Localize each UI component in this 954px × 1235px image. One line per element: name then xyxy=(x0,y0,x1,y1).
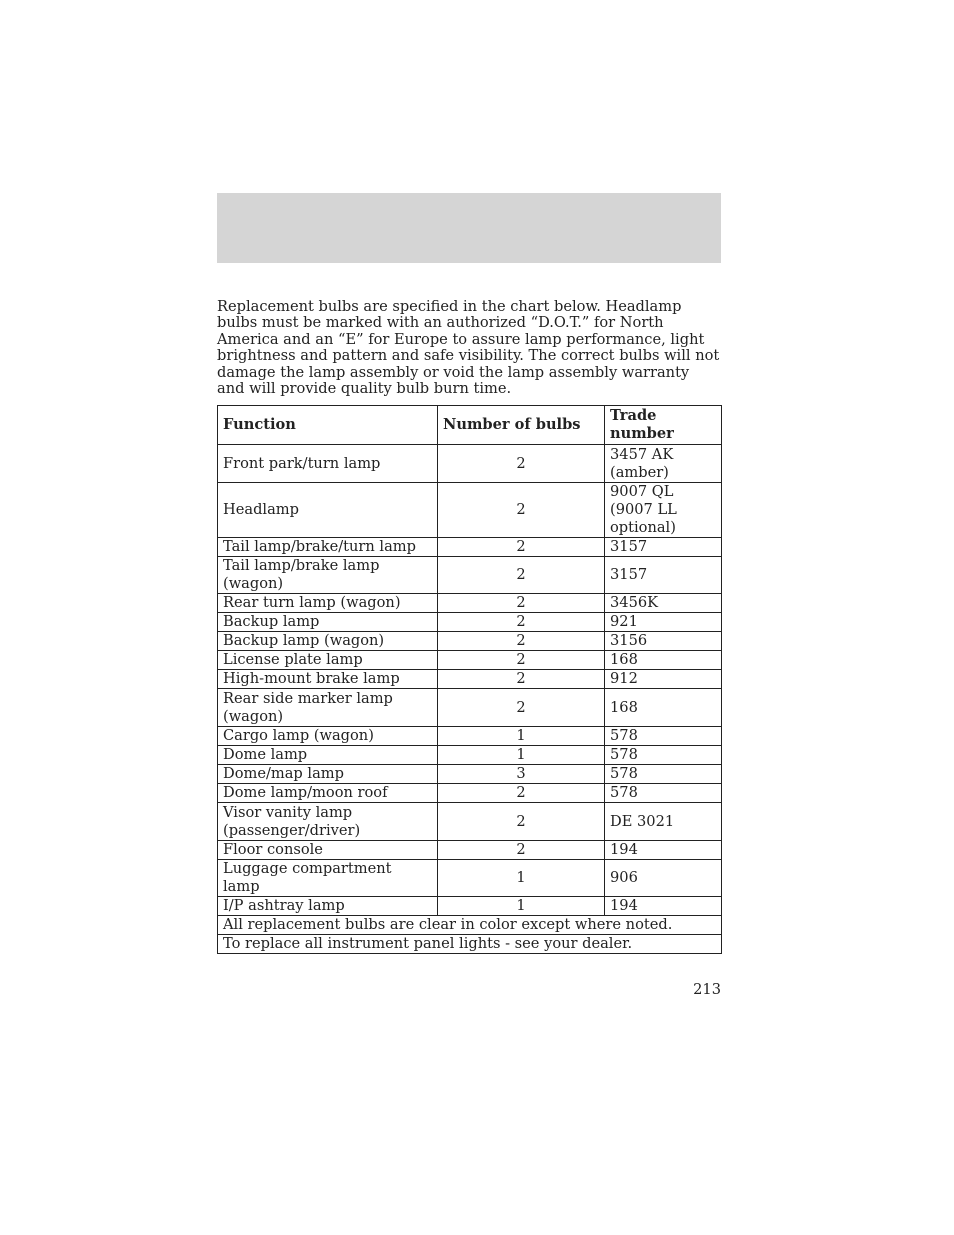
cell-trade: 3157 xyxy=(605,538,722,557)
table-header-row xyxy=(218,406,722,445)
cell-number: 2 xyxy=(438,803,605,841)
cell-function: High-mount brake lamp xyxy=(218,670,438,689)
cell-trade: 921 xyxy=(605,613,722,632)
cell-function: Floor console xyxy=(218,841,438,860)
table-row xyxy=(218,483,722,538)
cell-trade: 578 xyxy=(605,727,722,746)
cell-function: Rear side marker lamp (wagon) xyxy=(218,689,438,727)
table-row xyxy=(218,613,722,632)
page-number: 213 xyxy=(693,981,721,998)
intro-paragraph: Replacement bulbs are specified in the chart below. Headlamp bulbs must be marked with an authorized “D.O.T.” for North America and an “E” for Europe to assure lamp performance, light brightness and pattern and safe visibility. The correct bulbs will not damage the lamp assembly or void the lamp assembly warranty and will provide quality bulb burn time. xyxy=(217,298,720,398)
cell-trade: 194 xyxy=(605,841,722,860)
header-trade-number: Trade number xyxy=(605,406,722,445)
bulb-table xyxy=(217,405,722,954)
table-row xyxy=(218,765,722,784)
cell-number: 2 xyxy=(438,445,605,483)
cell-trade: 3456K xyxy=(605,594,722,613)
cell-trade: 3457 AK (amber) xyxy=(605,445,722,483)
cell-number: 2 xyxy=(438,784,605,803)
cell-number: 2 xyxy=(438,538,605,557)
cell-trade: DE 3021 xyxy=(605,803,722,841)
cell-function: Visor vanity lamp (passenger/driver) xyxy=(218,803,438,841)
cell-function: Headlamp xyxy=(218,483,438,538)
cell-function: Tail lamp/brake lamp (wagon) xyxy=(218,557,438,594)
cell-trade: 578 xyxy=(605,784,722,803)
cell-function: Rear turn lamp (wagon) xyxy=(218,594,438,613)
cell-function: Dome/map lamp xyxy=(218,765,438,784)
cell-number: 2 xyxy=(438,594,605,613)
cell-trade: 578 xyxy=(605,765,722,784)
table-row xyxy=(218,803,722,841)
table-note-row xyxy=(218,935,722,954)
table-row xyxy=(218,860,722,897)
table-row xyxy=(218,538,722,557)
cell-trade: 906 xyxy=(605,860,722,897)
table-row xyxy=(218,784,722,803)
cell-number: 2 xyxy=(438,632,605,651)
table-row xyxy=(218,632,722,651)
cell-function: I/P ashtray lamp xyxy=(218,897,438,916)
cell-number: 1 xyxy=(438,746,605,765)
table-row xyxy=(218,746,722,765)
cell-function: Backup lamp xyxy=(218,613,438,632)
cell-number: 2 xyxy=(438,670,605,689)
table-row xyxy=(218,557,722,594)
table-row xyxy=(218,689,722,727)
cell-number: 2 xyxy=(438,557,605,594)
cell-trade: 578 xyxy=(605,746,722,765)
cell-function: Dome lamp/moon roof xyxy=(218,784,438,803)
cell-function: Front park/turn lamp xyxy=(218,445,438,483)
cell-trade: 3156 xyxy=(605,632,722,651)
cell-function: Backup lamp (wagon) xyxy=(218,632,438,651)
note-clear-color: All replacement bulbs are clear in color except where noted. xyxy=(218,916,722,935)
cell-number: 2 xyxy=(438,651,605,670)
header-number-of-bulbs: Number of bulbs xyxy=(438,406,605,445)
table-row xyxy=(218,594,722,613)
cell-number: 2 xyxy=(438,841,605,860)
table-note-row xyxy=(218,916,722,935)
header-band xyxy=(217,193,721,263)
cell-number: 2 xyxy=(438,689,605,727)
table-row xyxy=(218,841,722,860)
table-row xyxy=(218,651,722,670)
cell-function: License plate lamp xyxy=(218,651,438,670)
cell-trade: 194 xyxy=(605,897,722,916)
cell-number: 2 xyxy=(438,483,605,538)
cell-number: 1 xyxy=(438,860,605,897)
cell-number: 2 xyxy=(438,613,605,632)
header-function: Function xyxy=(218,406,438,445)
cell-function: Luggage compartment lamp xyxy=(218,860,438,897)
table-row xyxy=(218,670,722,689)
cell-trade: 3157 xyxy=(605,557,722,594)
note-instrument-panel: To replace all instrument panel lights - see your dealer. xyxy=(218,935,722,954)
cell-number: 1 xyxy=(438,727,605,746)
table-row xyxy=(218,727,722,746)
table-row xyxy=(218,897,722,916)
cell-trade: 9007 QL (9007 LL optional) xyxy=(605,483,722,538)
cell-number: 1 xyxy=(438,897,605,916)
cell-trade: 168 xyxy=(605,651,722,670)
cell-trade: 168 xyxy=(605,689,722,727)
table-row xyxy=(218,445,722,483)
cell-number: 3 xyxy=(438,765,605,784)
cell-function: Dome lamp xyxy=(218,746,438,765)
cell-trade: 912 xyxy=(605,670,722,689)
cell-function: Cargo lamp (wagon) xyxy=(218,727,438,746)
cell-function: Tail lamp/brake/turn lamp xyxy=(218,538,438,557)
